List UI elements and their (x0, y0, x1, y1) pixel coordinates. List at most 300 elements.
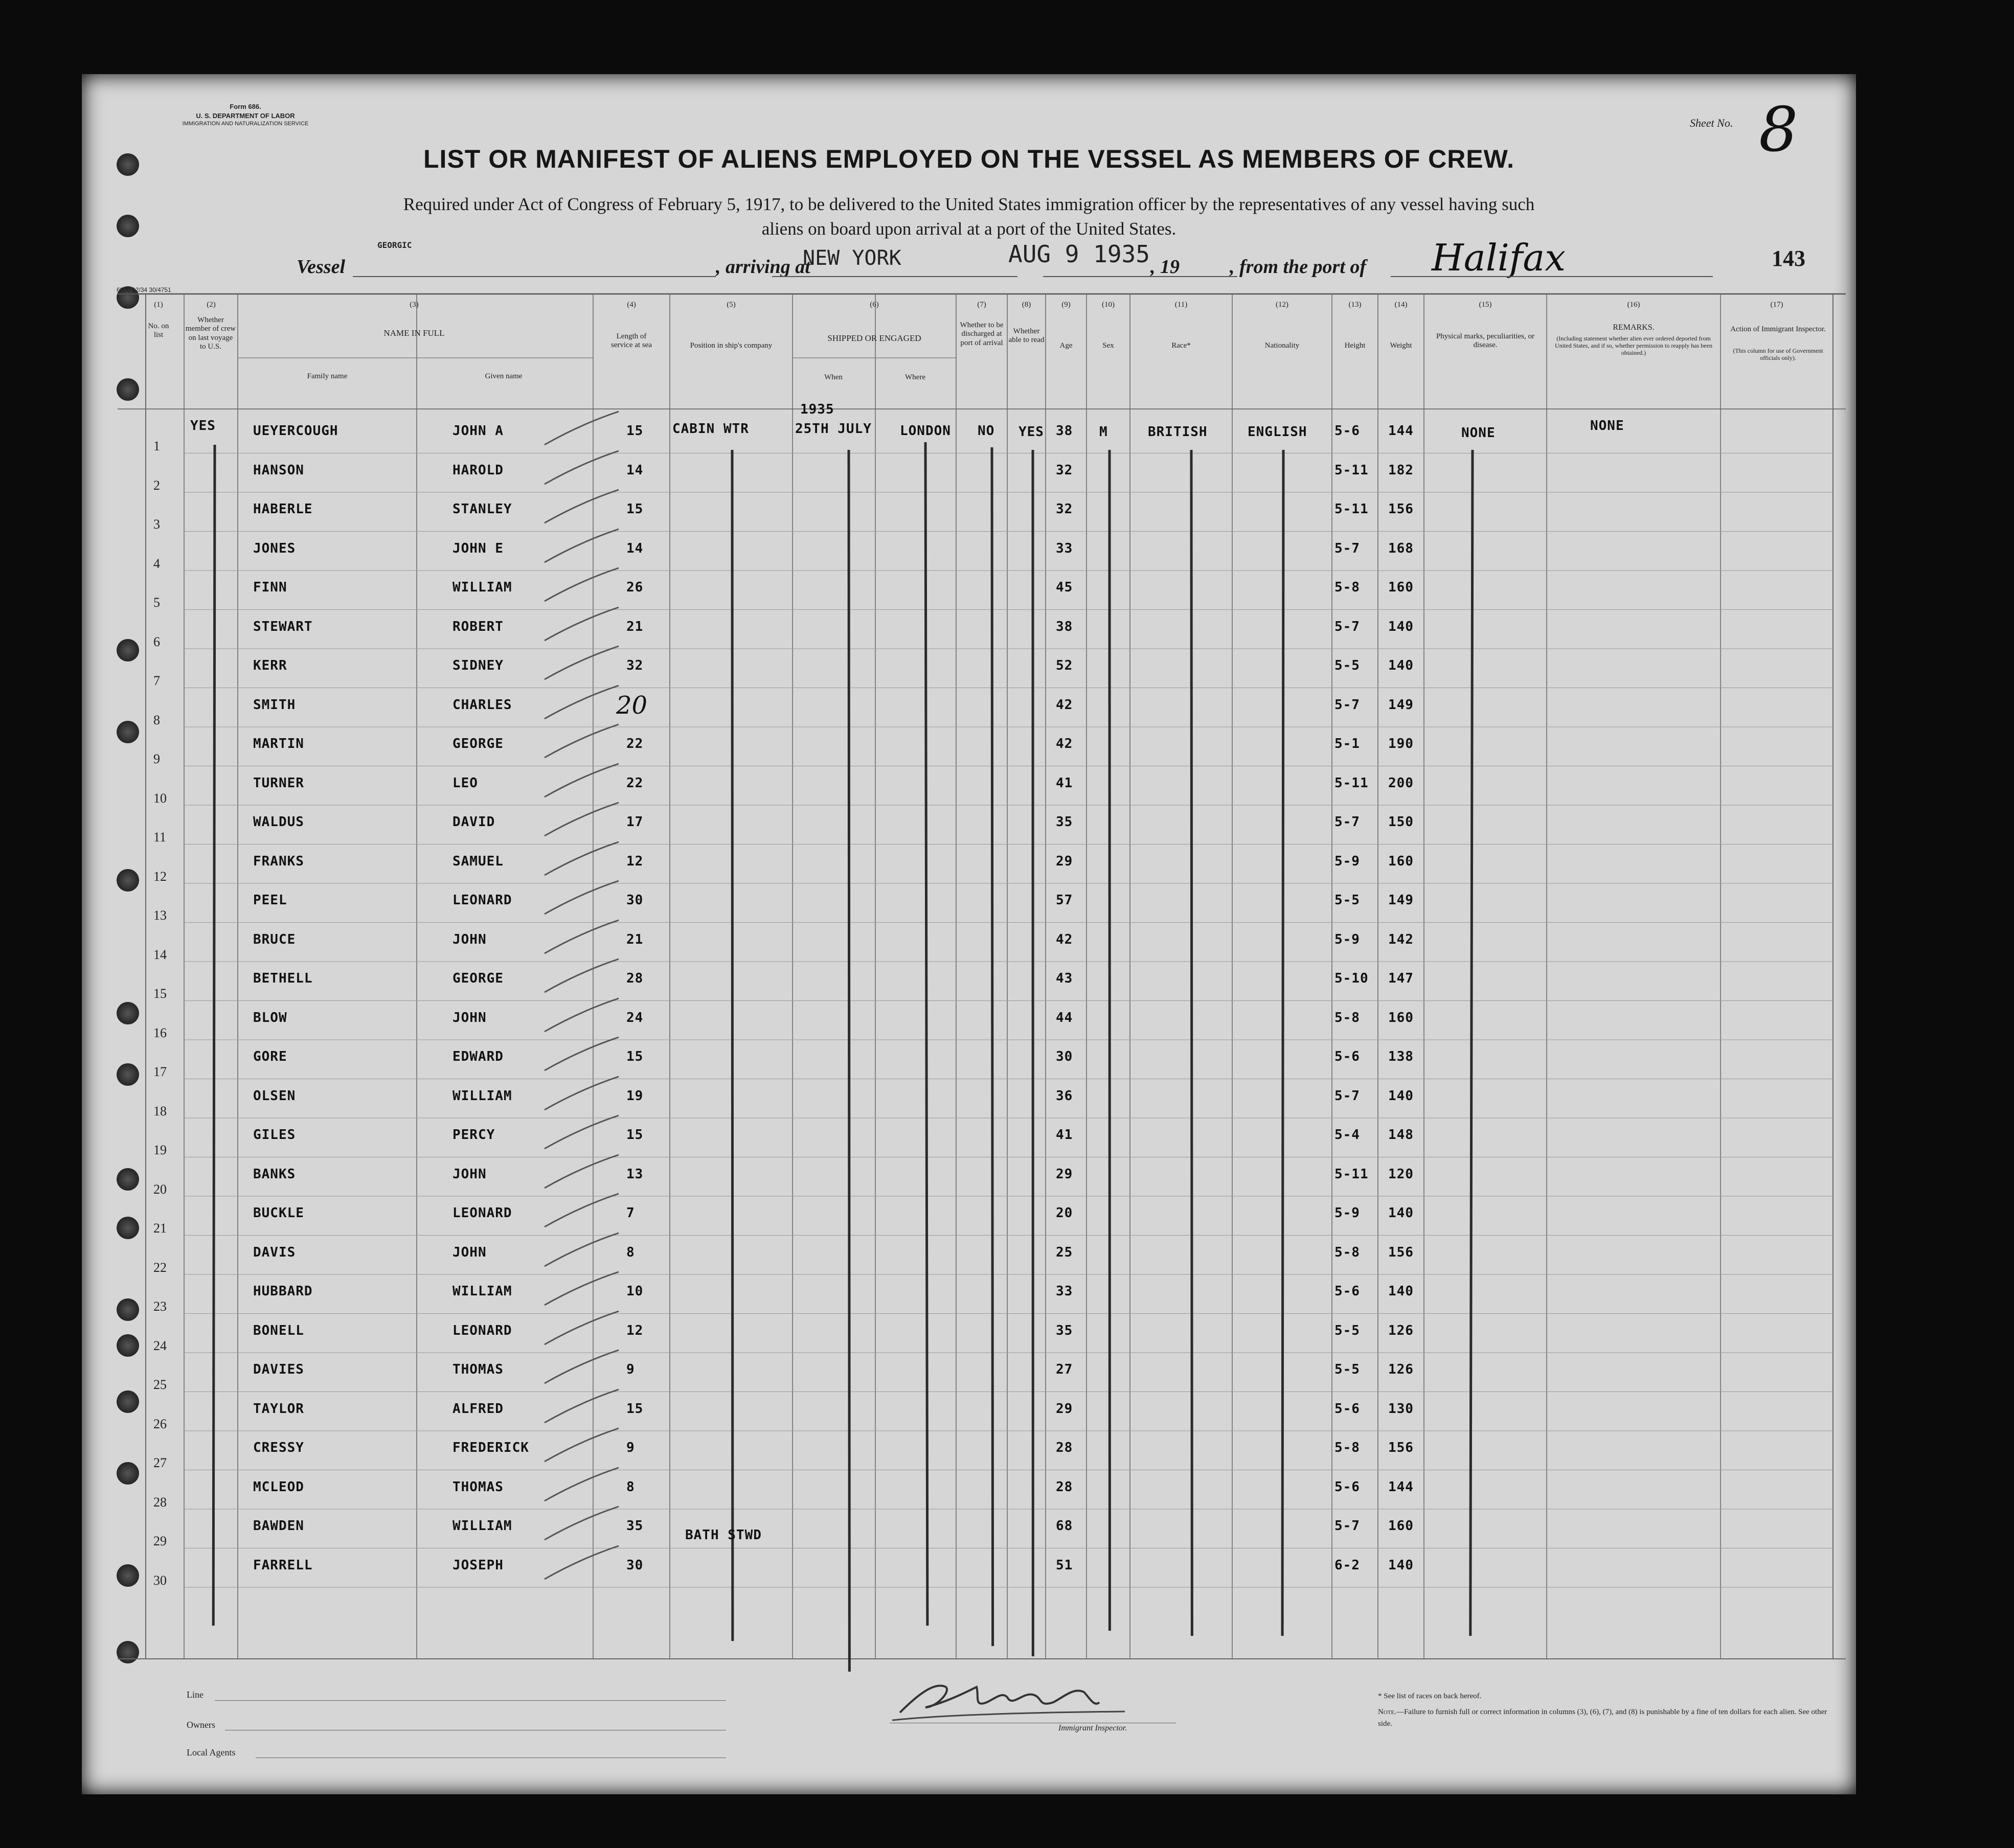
weight: 138 (1388, 1049, 1414, 1064)
family-name: UEYERCOUGH (253, 423, 338, 439)
col13-number: (13) (1348, 301, 1362, 309)
height: 5-6 (1334, 1049, 1360, 1064)
family-name: WALDUS (253, 814, 304, 830)
fine-note (1378, 1706, 1838, 1729)
service-length: 14 (626, 540, 644, 556)
col7-label: Whether to be discharged at port of arrival (960, 321, 1004, 347)
table-row (0, 1353, 2014, 1392)
col14-number: (14) (1394, 301, 1408, 309)
table-row (0, 1392, 2014, 1431)
weight: 156 (1388, 1440, 1414, 1455)
row-number: 12 (153, 869, 167, 884)
table-row (0, 571, 2014, 610)
pencil-check-mark (542, 956, 624, 997)
pencil-check-mark (542, 761, 624, 802)
row-number: 23 (153, 1299, 167, 1314)
pencil-check-mark (542, 800, 624, 841)
given-name: LEONARD (452, 1205, 512, 1221)
row-number: 25 (153, 1377, 167, 1392)
row-number: 4 (153, 556, 160, 571)
col10-number: (10) (1102, 301, 1115, 309)
given-name: ROBERT (452, 619, 504, 634)
service-length: 21 (626, 619, 644, 634)
col17-label: Action of Immigrant Inspector. (1730, 325, 1826, 333)
service-length: 15 (626, 1401, 644, 1417)
age: 29 (1056, 853, 1073, 869)
note-text: —Failure to furnish full or correct information in columns (3), (6), (7), and (8) is punishable by a fine of ten dollars for each alien. See other side. (1378, 1708, 1827, 1728)
row-number: 8 (153, 712, 160, 727)
family-name: STEWART (253, 619, 313, 634)
given-name: CHARLES (452, 697, 512, 713)
given-name: JOSEPH (452, 1557, 504, 1573)
col17-note: (This column for use of Government officials only). (1733, 347, 1823, 361)
col10-label: Sex (1102, 341, 1114, 350)
pencil-check-mark (542, 1348, 624, 1388)
service-length: 15 (626, 501, 644, 517)
given-name: WILLIAM (452, 1284, 512, 1299)
age: 32 (1056, 501, 1073, 517)
where-header: Where (905, 373, 925, 381)
race-note: * See list of races on back hereof. (1378, 1692, 1482, 1700)
age: 38 (1056, 619, 1073, 634)
age: 42 (1056, 736, 1073, 751)
pencil-check-mark (542, 1543, 624, 1584)
col7-number: (7) (977, 301, 986, 309)
page-title: LIST OR MANIFEST OF ALIENS EMPLOYED ON THE VESSEL AS MEMBERS OF CREW. (423, 145, 1514, 173)
form-number: Form 686. (230, 103, 261, 110)
height: 5-9 (1334, 1205, 1360, 1221)
col14-label: Weight (1390, 341, 1412, 350)
pencil-check-mark (542, 448, 624, 489)
table-row (0, 766, 2014, 806)
sex-value: M (1099, 424, 1108, 440)
col12-label: Nationality (1264, 341, 1300, 350)
given-name: JOHN A (452, 423, 504, 439)
pencil-check-mark (542, 878, 624, 919)
weight: 160 (1388, 580, 1414, 595)
table-row (0, 805, 2014, 845)
pencil-check-mark (542, 1269, 624, 1310)
row-number: 2 (153, 477, 160, 493)
weight: 200 (1388, 775, 1414, 791)
given-name: JOHN E (452, 540, 504, 556)
row-number: 11 (153, 830, 167, 845)
family-name: OLSEN (253, 1088, 296, 1104)
age: 42 (1056, 697, 1073, 713)
col16-label: REMARKS. (1613, 323, 1655, 332)
table-row (0, 414, 2014, 453)
row-number: 28 (153, 1494, 167, 1510)
pencil-check-mark (542, 644, 624, 685)
given-name: WILLIAM (452, 1088, 512, 1104)
weight: 160 (1388, 853, 1414, 869)
pencil-check-mark (542, 487, 624, 528)
given-name: JOHN (452, 1244, 487, 1260)
age: 27 (1056, 1362, 1073, 1377)
table-row (0, 1118, 2014, 1157)
age: 29 (1056, 1401, 1073, 1417)
height: 5-5 (1334, 1362, 1360, 1377)
service-length: 8 (626, 1244, 635, 1260)
height: 5-8 (1334, 580, 1360, 595)
shipped-year: 1935 (800, 402, 834, 417)
pencil-check-mark (542, 839, 624, 880)
col3-label: NAME IN FULL (383, 328, 445, 338)
given-name: FREDERICK (452, 1440, 529, 1455)
age: 35 (1056, 1322, 1073, 1338)
col4-label: Length of service at sea (611, 332, 652, 350)
col9-label: Age (1059, 341, 1073, 350)
family-name: TAYLOR (253, 1401, 304, 1417)
table-row (0, 727, 2014, 766)
service-length: 7 (626, 1205, 635, 1221)
inspector-label: Immigrant Inspector. (1058, 1724, 1127, 1732)
pencil-check-mark (542, 565, 624, 606)
table-row (0, 649, 2014, 688)
family-name: HANSON (253, 462, 304, 478)
weight: 160 (1388, 1518, 1414, 1534)
row-number: 30 (153, 1572, 167, 1588)
col2-label: Whether member of crew on last voyage to U.S. (185, 316, 236, 351)
given-name: SIDNEY (452, 658, 504, 673)
owners-label: Owners (187, 1720, 215, 1730)
given-name: JOHN (452, 1166, 487, 1182)
col11-label: Race* (1171, 341, 1191, 350)
pencil-check-mark (542, 409, 624, 450)
family-name: BONELL (253, 1322, 304, 1338)
col13-label: Height (1344, 341, 1366, 350)
weight: 149 (1388, 697, 1414, 713)
table-row (0, 1079, 2014, 1119)
service-length: 8 (626, 1479, 635, 1495)
table-row (0, 453, 2014, 493)
row-number: 22 (153, 1260, 167, 1275)
sheet-label: Sheet No. (1690, 117, 1733, 129)
age: 38 (1056, 423, 1073, 439)
family-name: HABERLE (253, 501, 313, 517)
pencil-check-mark (542, 1387, 624, 1428)
age: 25 (1056, 1244, 1073, 1260)
family-name-header: Family name (307, 372, 348, 380)
weight: 190 (1388, 736, 1414, 751)
row-number: 21 (153, 1221, 167, 1236)
weight: 140 (1388, 658, 1414, 673)
line-underline (215, 1700, 726, 1701)
weight: 168 (1388, 540, 1414, 556)
service-length: 22 (626, 775, 644, 791)
age: 20 (1056, 1205, 1073, 1221)
age: 68 (1056, 1518, 1073, 1534)
pencil-check-mark (542, 1113, 624, 1154)
age: 51 (1056, 1557, 1073, 1573)
row-number: 14 (153, 947, 167, 962)
service-length: 32 (626, 658, 644, 673)
subtitle-line-2: aliens on board upon arrival at a port of the United States. (761, 219, 1176, 239)
weight: 147 (1388, 971, 1414, 986)
weight: 182 (1388, 462, 1414, 478)
col4-number: (4) (627, 301, 636, 309)
print-code: 6000 12/34 30/4751 (117, 286, 171, 293)
height: 5-8 (1334, 1010, 1360, 1025)
pencil-check-mark (542, 722, 624, 763)
service-length: 12 (626, 853, 644, 869)
height: 5-6 (1334, 1401, 1360, 1417)
weight: 142 (1388, 931, 1414, 947)
service-length: 10 (626, 1284, 644, 1299)
weight: 156 (1388, 501, 1414, 517)
sheet-number: 8 (1759, 95, 1798, 166)
height: 6-2 (1334, 1557, 1360, 1573)
table-row (0, 688, 2014, 727)
table-row (0, 1274, 2014, 1314)
inspector-signature (890, 1672, 1135, 1728)
age: 29 (1056, 1166, 1073, 1182)
weight: 140 (1388, 619, 1414, 634)
last-voyage-value: YES (190, 418, 216, 434)
family-name: BANKS (253, 1166, 296, 1182)
row-number: 10 (153, 790, 167, 806)
row-number: 27 (153, 1455, 167, 1470)
family-name: GORE (253, 1049, 287, 1064)
col5-label: Position in ship's company (690, 341, 773, 350)
age: 30 (1056, 1049, 1073, 1064)
row-number: 9 (153, 751, 160, 766)
table-row (0, 1236, 2014, 1275)
given-name: JOHN (452, 931, 487, 947)
given-name: SAMUEL (452, 853, 504, 869)
table-row (0, 1157, 2014, 1197)
height: 5-4 (1334, 1127, 1360, 1143)
age: 33 (1056, 1284, 1073, 1299)
height: 5-6 (1334, 1284, 1360, 1299)
age: 33 (1056, 540, 1073, 556)
pencil-check-mark (542, 527, 624, 567)
department-name: U. S. DEPARTMENT OF LABOR (196, 111, 295, 120)
weight: 144 (1388, 423, 1414, 439)
table-row (0, 492, 2014, 532)
service-length: 9 (626, 1440, 635, 1455)
height: 5-7 (1334, 697, 1360, 713)
pencil-check-mark (542, 996, 624, 1037)
line-label: Line (187, 1690, 203, 1700)
table-row (0, 1196, 2014, 1236)
age: 42 (1056, 931, 1073, 947)
col11-number: (11) (1174, 301, 1188, 309)
table-row (0, 610, 2014, 649)
family-name: KERR (253, 658, 287, 673)
family-name: SMITH (253, 697, 296, 713)
service-length: 19 (626, 1088, 644, 1104)
race-value: BRITISH (1148, 424, 1208, 440)
height: 5-9 (1334, 931, 1360, 947)
pencil-check-mark (542, 1074, 624, 1115)
age: 32 (1056, 462, 1073, 478)
given-name: WILLIAM (452, 580, 512, 595)
pencil-check-mark (542, 1426, 624, 1467)
age: 43 (1056, 971, 1073, 986)
weight: 126 (1388, 1322, 1414, 1338)
col15-number: (15) (1479, 301, 1492, 309)
given-name: LEONARD (452, 893, 512, 908)
col5-number: (5) (727, 301, 736, 309)
given-name: EDWARD (452, 1049, 504, 1064)
pencil-check-mark (542, 918, 624, 959)
family-name: DAVIES (253, 1362, 304, 1377)
service-length: 30 (626, 1557, 644, 1573)
family-name: MCLEOD (253, 1479, 304, 1495)
subtitle-line-1: Required under Act of Congress of February 5, 1917, to be delivered to the United States immigration officer by the representatives of any vessel having such (403, 194, 1535, 214)
family-name: PEEL (253, 893, 287, 908)
height: 5-5 (1334, 658, 1360, 673)
pencil-check-mark (542, 1152, 624, 1193)
service-length: 21 (626, 931, 644, 947)
height: 5-11 (1334, 1166, 1369, 1182)
remarks-value: NONE (1590, 418, 1624, 434)
vessel-name: GEORGIC (377, 240, 412, 250)
nationality-value: ENGLISH (1248, 424, 1307, 440)
table-row (0, 1509, 2014, 1548)
age: 36 (1056, 1088, 1073, 1104)
family-name: JONES (253, 540, 296, 556)
col3-number: (3) (410, 301, 419, 309)
height: 5-6 (1334, 423, 1360, 439)
weight: 140 (1388, 1205, 1414, 1221)
family-name: GILES (253, 1127, 296, 1143)
age: 52 (1056, 658, 1073, 673)
height: 5-7 (1334, 814, 1360, 830)
row-number: 17 (153, 1064, 167, 1079)
discharged-value: NO (978, 423, 995, 439)
col6-label: SHIPPED OR ENGAGED (827, 333, 921, 343)
service-length: 26 (626, 580, 644, 595)
pencil-check-mark (542, 1035, 624, 1076)
height: 5-11 (1334, 501, 1369, 517)
weight: 140 (1388, 1088, 1414, 1104)
row-number: 7 (153, 673, 160, 688)
table-row (0, 923, 2014, 962)
table-row (0, 962, 2014, 1001)
given-name: GEORGE (452, 971, 504, 986)
given-name: GEORGE (452, 736, 504, 751)
row-number: 19 (153, 1143, 167, 1157)
service-length: 22 (626, 736, 644, 751)
age: 28 (1056, 1440, 1073, 1455)
page-number: 143 (1772, 246, 1805, 271)
height: 5-11 (1334, 462, 1369, 478)
given-name: WILLIAM (452, 1518, 512, 1534)
age: 57 (1056, 893, 1073, 908)
service-length: 12 (626, 1322, 644, 1338)
row-number: 16 (153, 1025, 167, 1040)
pencil-check-mark (542, 1504, 624, 1545)
from-port: Halifax (1432, 236, 1566, 279)
age: 45 (1056, 580, 1073, 595)
pencil-check-mark (542, 1309, 624, 1350)
service-name: IMMIGRATION AND NATURALIZATION SERVICE (182, 121, 309, 127)
table-row (0, 883, 2014, 923)
service-length: 24 (626, 1010, 644, 1025)
family-name: BUCKLE (253, 1205, 304, 1221)
weight: 144 (1388, 1479, 1414, 1495)
pencil-check-mark (542, 1465, 624, 1506)
service-length: 15 (626, 1127, 644, 1143)
row-number: 18 (153, 1103, 167, 1119)
age: 28 (1056, 1479, 1073, 1495)
table-row (0, 1548, 2014, 1588)
vessel-label: Vessel (297, 256, 345, 278)
year-prefix: , 19 (1150, 256, 1180, 278)
row-number: 1 (153, 439, 160, 453)
able-to-read-value: YES (1019, 424, 1044, 440)
height: 5-1 (1334, 736, 1360, 751)
table-row (0, 1001, 2014, 1040)
col16-number: (16) (1627, 301, 1640, 309)
col16-note: (Including statement whether alien ever ordered deported from United States, and if so, whether permission to reapply has been obtained.) (1555, 335, 1712, 356)
height: 5-7 (1334, 619, 1360, 634)
col17-number: (17) (1770, 301, 1783, 309)
pencil-check-mark (542, 683, 624, 724)
weight: 130 (1388, 1401, 1414, 1417)
given-name-header: Given name (485, 372, 523, 380)
physical-marks-value: NONE (1461, 425, 1496, 441)
height: 5-7 (1334, 1518, 1360, 1534)
height: 5-8 (1334, 1244, 1360, 1260)
pencil-check-mark (542, 1191, 624, 1232)
pencil-check-mark (542, 1230, 624, 1271)
age: 44 (1056, 1010, 1073, 1025)
arrival-date-stamp: AUG 9 1935 (1008, 240, 1150, 268)
age: 41 (1056, 1127, 1073, 1143)
weight: 160 (1388, 1010, 1414, 1025)
height: 5-7 (1334, 1088, 1360, 1104)
local-agents-label: Local Agents (187, 1747, 236, 1758)
service-length: 14 (626, 462, 644, 478)
family-name: BETHELL (253, 971, 313, 986)
row-number: 29 (153, 1534, 167, 1548)
family-name: CRESSY (253, 1440, 304, 1455)
shipped-where: LONDON (900, 423, 951, 439)
weight: 140 (1388, 1557, 1414, 1573)
row-number: 20 (153, 1181, 167, 1197)
family-name: BAWDEN (253, 1518, 304, 1534)
weight: 126 (1388, 1362, 1414, 1377)
col2-number: (2) (207, 301, 216, 309)
family-name: BLOW (253, 1010, 287, 1025)
given-name: DAVID (452, 814, 495, 830)
family-name: FRANKS (253, 853, 304, 869)
service-length: 15 (626, 423, 644, 439)
table-row (0, 845, 2014, 884)
row-number: 6 (153, 634, 160, 649)
given-name: LEONARD (452, 1322, 512, 1338)
row-number: 13 (153, 908, 167, 923)
given-name: ALFRED (452, 1401, 504, 1417)
col15-label: Physical marks, peculiarities, or disease. (1436, 332, 1535, 350)
given-name: THOMAS (452, 1362, 504, 1377)
table-row (0, 1470, 2014, 1510)
service-length: 13 (626, 1166, 644, 1182)
table-row (0, 532, 2014, 571)
shipped-when: 25TH JULY (795, 421, 872, 437)
col8-number: (8) (1022, 301, 1031, 309)
weight: 140 (1388, 1284, 1414, 1299)
position-row-29: BATH STWD (685, 1527, 762, 1543)
weight: 149 (1388, 893, 1414, 908)
position-value: CABIN WTR (672, 421, 749, 437)
given-name: PERCY (452, 1127, 495, 1143)
handwritten-service-row-8: 20 (616, 691, 648, 720)
height: 5-7 (1334, 540, 1360, 556)
